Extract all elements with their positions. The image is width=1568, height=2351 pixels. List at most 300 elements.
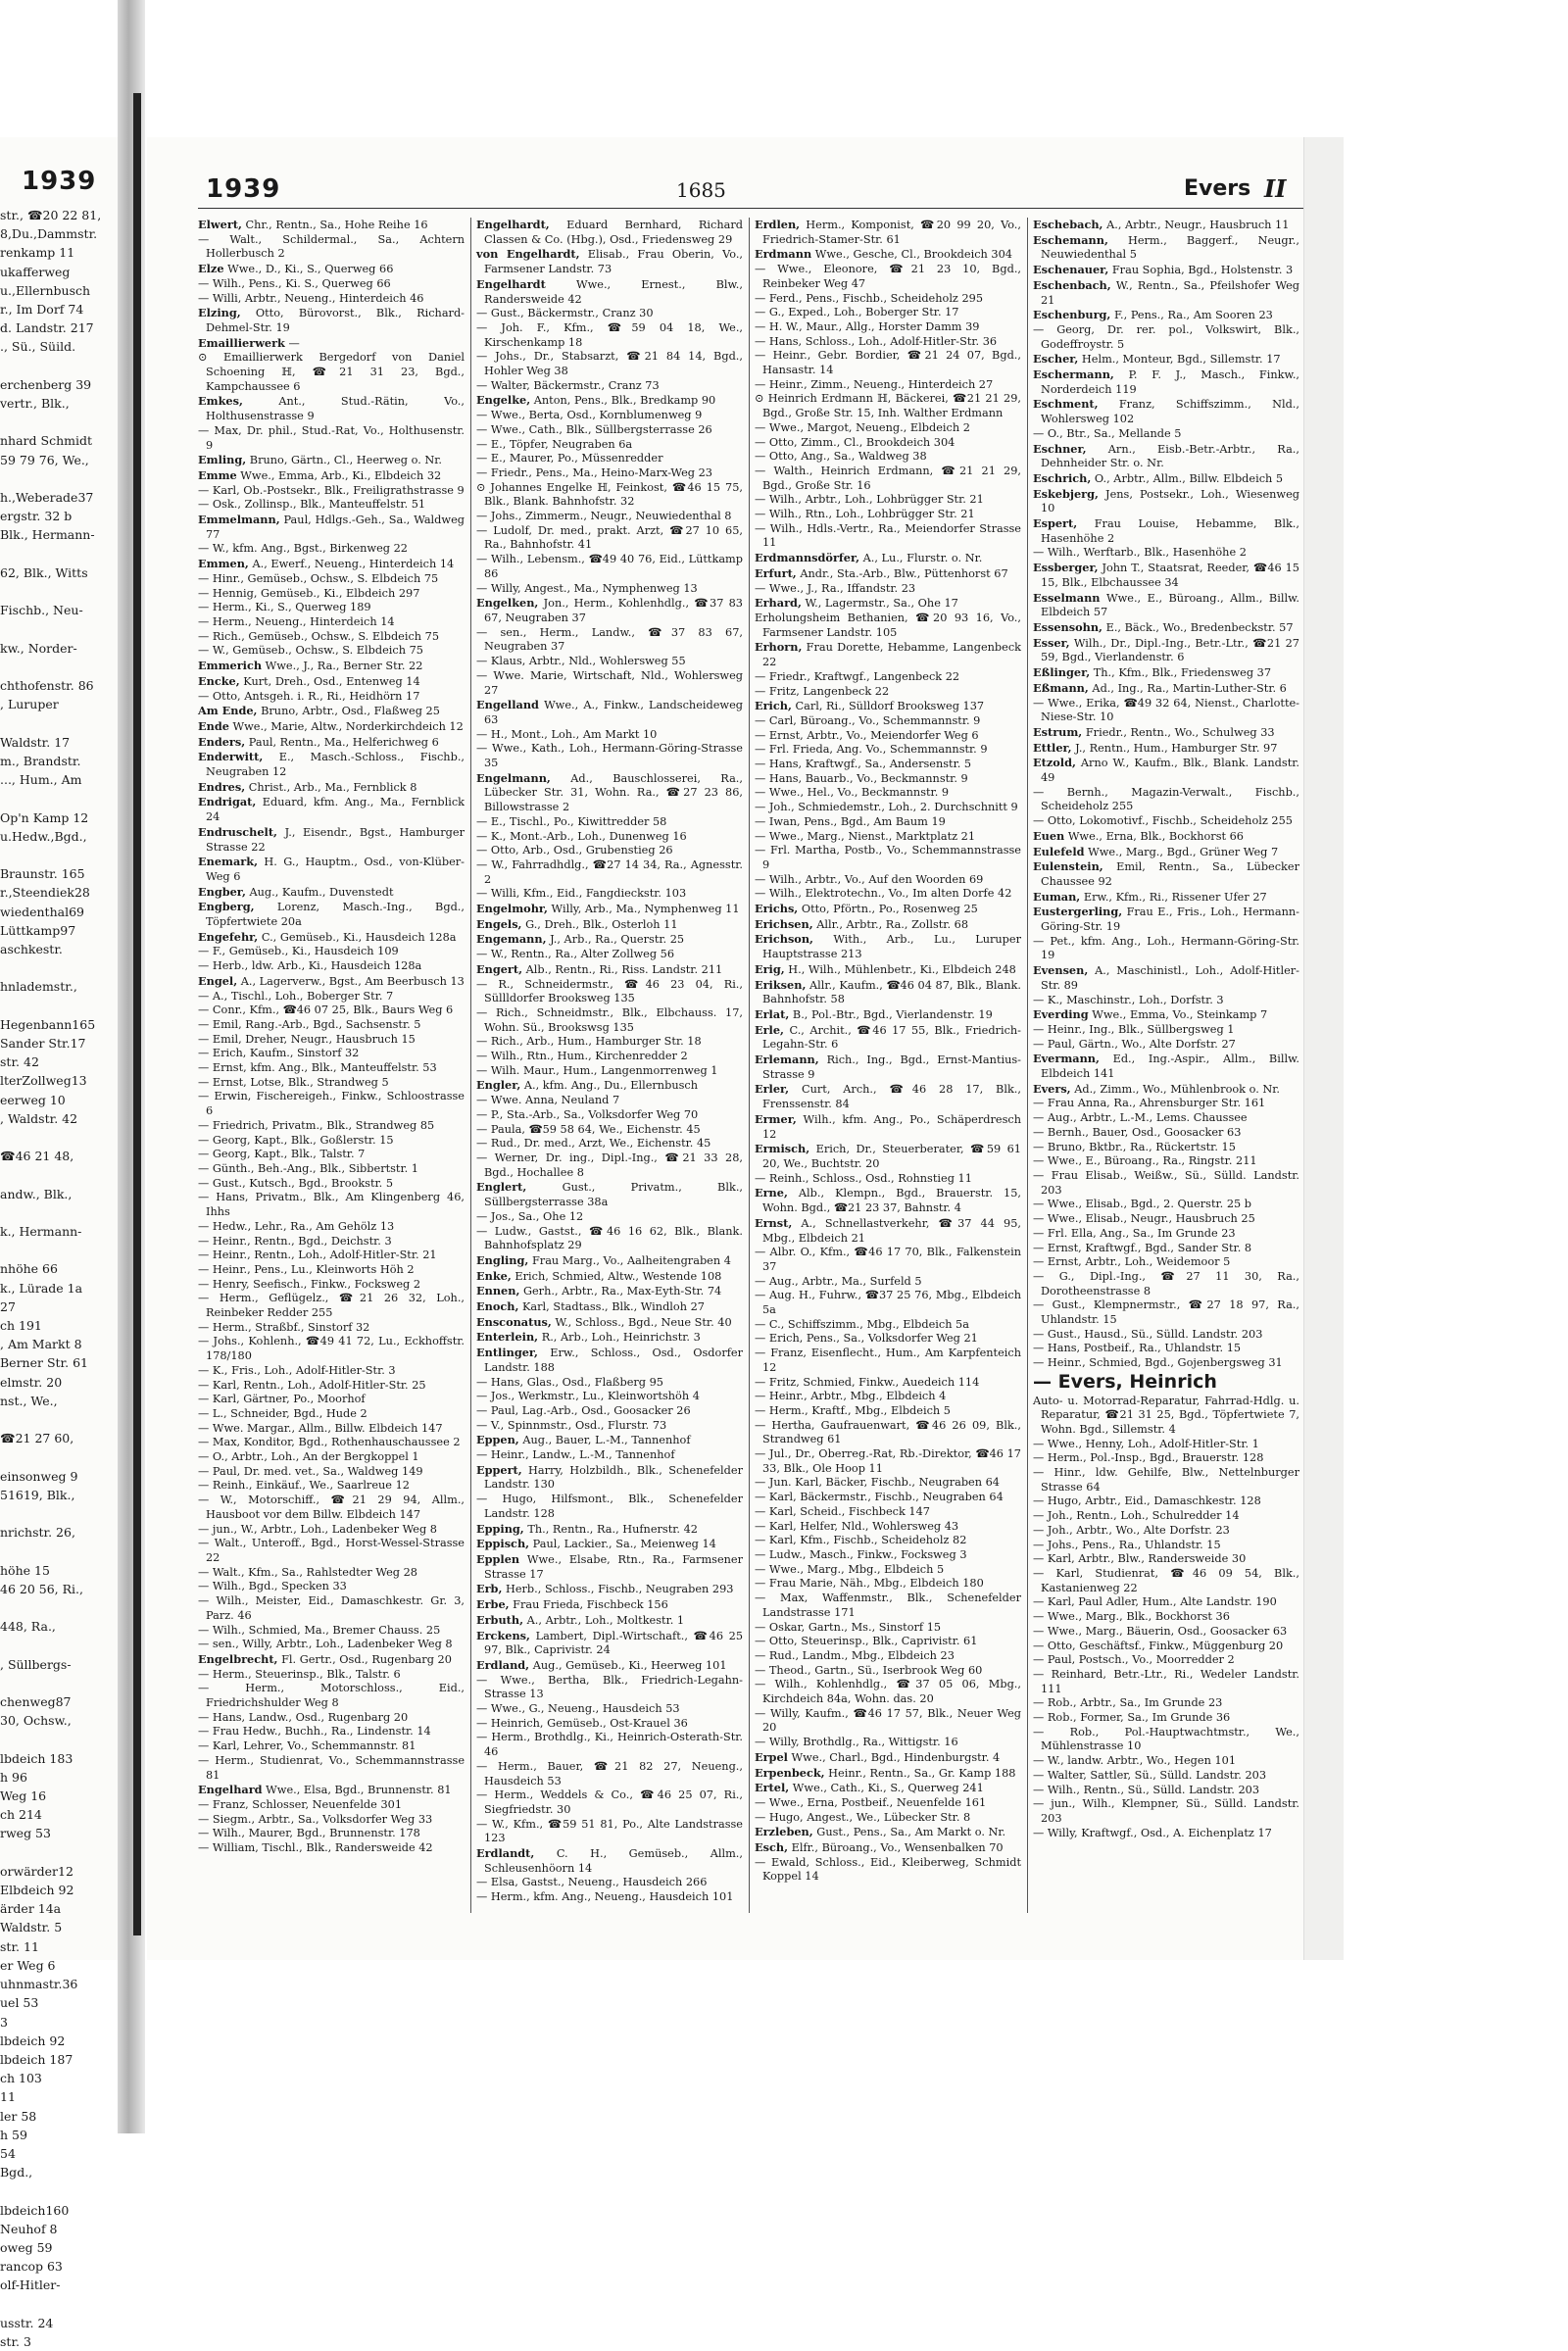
entry-details: A., kfm. Ang., Du., Ellernbusch: [520, 1079, 698, 1093]
directory-entry: [755, 1404, 1021, 1419]
directory-entry: [1033, 1438, 1299, 1452]
entry-surname: Enemark,: [198, 855, 258, 869]
header-rule: [198, 208, 1310, 209]
entry-details: — R., Schneidermstr., ☎46 23 04, Ri., Süllldorfer Brooksweg 135: [476, 977, 743, 1005]
entry-surname: Erfurt,: [755, 565, 797, 580]
directory-entry: [198, 453, 465, 468]
book-gutter: [133, 93, 141, 1935]
left-page-line: 11: [0, 2089, 16, 2105]
entry-details: — Hennig, Gemüseb., Ki., Elbdeich 297: [198, 586, 420, 600]
entry-details: — Herm., Brothdlg., Ki., Heinrich-Osterath-Str. 46: [476, 1731, 743, 1759]
entry-surname: Esselmann: [1033, 590, 1101, 605]
directory-entry: [476, 815, 743, 830]
entry-details: Aug., Kaufm., Duvenstedt: [245, 885, 394, 899]
entry-details: A., Schnellastverkehr, ☎37 44 95, Mbg., Elbdeich 21: [762, 1216, 1021, 1245]
entry-details: — Heinr., Pens., Lu., Kleinworts Höh 2: [198, 1262, 415, 1276]
entry-details: — Oskar, Gartn., Ms., Sinstorf 15: [755, 1620, 942, 1634]
directory-entry: [755, 218, 1021, 247]
directory-entry: [755, 566, 1021, 582]
directory-entry: [755, 1172, 1021, 1187]
directory-entry: [198, 1220, 465, 1235]
entry-details: — Wilh., Rentn., Sü., Sülld. Landstr. 203: [1033, 1783, 1260, 1796]
entry-details: — K., Maschinstr., Loh., Dorfstr. 3: [1033, 993, 1224, 1006]
entry-details: — Herm., Studienrat, Vo., Schemmannstrasse 81: [198, 1753, 465, 1782]
directory-entry: [198, 513, 465, 542]
entry-details: — Wwe., Marg., Mbg., Elbdeich 5: [755, 1562, 945, 1576]
entry-details: — Max, Konditor, Bgd., Rothenhauschaussee 2: [198, 1436, 461, 1449]
entry-details: — Herm., Kraftf., Mbg., Elbdeich 5: [755, 1403, 951, 1417]
entry-details: — Herm., Motorschloss., Eid., Friedrichshulder Weg 8: [198, 1682, 465, 1710]
entry-details: Lorenz, Masch.-Ing., Bgd., Töpfertwiete 20a: [206, 901, 465, 929]
directory-entry: [198, 1566, 465, 1581]
left-page-line: nrichstr. 26,: [0, 1525, 75, 1541]
entry-details: Ad., Zimm., Wo., Mühlenbrook o. Nr.: [1070, 1082, 1281, 1096]
directory-entry: [755, 1376, 1021, 1391]
entry-details: — Hans, Postbeif., Ra., Uhlandstr. 15: [1033, 1342, 1242, 1355]
entry-surname: — Evers, Heinrich: [1033, 1370, 1217, 1393]
left-page-line: k., Lürade 1a: [0, 1280, 83, 1296]
entry-details: — Frl. Martha, Postb., Vo., Schemmannstrasse 9: [755, 844, 1021, 871]
entry-details: — Erwin, Fischereigeh., Finkw., Schloostrasse 6: [198, 1090, 465, 1118]
entry-details: — Wilh., Rtn., Loh., Lohbrügger Str. 21: [755, 508, 975, 521]
directory-entry: [476, 858, 743, 887]
left-page-line: 59 79 76, We.,: [0, 452, 89, 467]
entry-details: — Conr., Kfm., ☎46 07 25, Blk., Baurs Weg 6: [198, 1004, 454, 1017]
directory-entry: [476, 887, 743, 902]
directory-entry: [476, 1629, 743, 1658]
entry-details: — Paula, ☎59 58 64, We., Eichenstr. 45: [476, 1122, 701, 1136]
entry-details: — Wwe. Marie, Wirtschaft, Nld., Wohlersweg 27: [476, 668, 743, 697]
left-page-line: ., Sü., Süild.: [0, 339, 76, 355]
directory-entry: [198, 719, 465, 735]
directory-entry: [1033, 1539, 1299, 1553]
left-page-line: h 59: [0, 2127, 27, 2142]
directory-entry: [755, 714, 1021, 729]
directory-entry: [476, 962, 743, 978]
directory-entry: [198, 1682, 465, 1710]
entry-details: — Georg, Kapt., Blk., Goßlerstr. 15: [198, 1133, 394, 1147]
directory-entry: [198, 484, 465, 499]
directory-entry: [1033, 1610, 1299, 1625]
entry-details: — O., Arbtr., Loh., An der Bergkoppel 1: [198, 1450, 419, 1464]
entry-details: E., Masch.-Schloss., Fischb., Neugraben 12: [206, 751, 465, 779]
entry-details: J., Eisendr., Bgst., Hamburger Strasse 22: [206, 825, 465, 854]
directory-entry: [476, 1890, 743, 1905]
directory-entry: [755, 1811, 1021, 1826]
left-page-line: [0, 619, 127, 638]
directory-entry: [755, 349, 1021, 377]
entry-details: Wwe., Charl., Bgd., Hindenburgstr. 4: [787, 1750, 1001, 1764]
left-page-line: str. 3: [0, 2333, 31, 2349]
entry-details: — Gust., Klempnermstr., ☎27 18 97, Ra., Uhlandstr. 15: [1033, 1298, 1299, 1327]
directory-entry: [1033, 1797, 1299, 1826]
left-page-line: 27: [0, 1298, 16, 1314]
directory-entry: [755, 450, 1021, 465]
entry-details: — V., Spinnmstr., Osd., Flurstr. 73: [476, 1418, 667, 1432]
entry-details: — Rich., Gemüseb., Ochsw., S. Elbdeich 75: [198, 629, 440, 643]
entry-surname: Eschebach,: [1033, 218, 1103, 231]
entry-details: — Fritz, Schmied, Finkw., Auedeich 114: [755, 1375, 980, 1389]
directory-entry: [1033, 263, 1299, 278]
entry-surname: Engelken,: [476, 596, 539, 611]
entry-surname: Engefehr,: [198, 929, 259, 944]
directory-entry: [476, 452, 743, 466]
left-page-line: Op'n Kamp 12: [0, 809, 89, 825]
left-page-line: [0, 1636, 127, 1654]
entry-details: — Jul., Dr., Oberreg.-Rat, Rb.-Direktor, ☎46 17 33, Blk., Ole Hoop 11: [755, 1447, 1021, 1475]
entry-details: — Willi, Kfm., Eid., Fangdieckstr. 103: [476, 887, 687, 901]
left-page-line: nhard Schmidt: [0, 433, 92, 449]
left-page-line: u.,Ellernbusch: [0, 282, 91, 298]
directory-entry: [198, 277, 465, 292]
left-page-line: h.,Weberade37: [0, 490, 94, 506]
entry-surname: Entlinger,: [476, 1346, 538, 1360]
directory-entry: [1033, 1509, 1299, 1524]
directory-entry: [755, 978, 1021, 1007]
directory-entry: [476, 1702, 743, 1717]
entry-surname: Evermann,: [1033, 1052, 1100, 1066]
entry-details: Jon., Herm., Kohlenhdlg., ☎37 83 67, Neugraben 37: [484, 597, 743, 624]
directory-entry: [1033, 546, 1299, 561]
entry-details: — Wilh., Arbtr., Vo., Auf den Woorden 69: [755, 872, 984, 886]
entry-details: Arn., Eisb.-Betr.-Arbtr., Ra., Dehnheider Str. o. Nr.: [1041, 442, 1299, 470]
entry-details: — Albr. O., Kfm., ☎46 17 70, Blk., Falkenstein 37: [755, 1246, 1021, 1273]
directory-entry: [198, 780, 465, 796]
entry-details: Alb., Klempn., Bgd., Brauerstr. 15, Wohn. Bgd., ☎21 23 37, Bahnstr. 4: [762, 1187, 1021, 1215]
entry-details: Ad., Bauschlosserei, Ra., Lübecker Str. 31, Wohn. Ra., ☎27 23 86, Billowstrasse 2: [484, 771, 743, 814]
entry-details: — Paul, Lag.-Arb., Osd., Goosacker 26: [476, 1403, 691, 1417]
entry-details: Lambert, Dipl.-Wirtschaft., ☎46 25 97, Blk., Caprivistr. 24: [484, 1629, 743, 1657]
directory-entry: [198, 644, 465, 659]
entry-surname: Endruschelt,: [198, 824, 277, 839]
left-page-line: u.Hedw.,Bgd.,: [0, 828, 87, 844]
entry-details: — W., Kfm., ☎59 51 81, Po., Alte Landstrasse 123: [476, 1817, 743, 1845]
left-page-line: [0, 2295, 127, 2314]
directory-entry: [755, 306, 1021, 320]
directory-entry: [198, 1393, 465, 1407]
entry-details: — Hans, Glas., Osd., Flaßberg 95: [476, 1375, 663, 1389]
left-page-line: andw., Blk.,: [0, 1186, 73, 1201]
directory-entry: [755, 670, 1021, 685]
entry-surname: Eulefeld: [1033, 844, 1085, 858]
directory-entry: [198, 336, 465, 352]
entry-details: — Otto, Zimm., Cl., Brookdeich 304: [755, 435, 956, 449]
entry-details: ⊙ Heinrich Erdmann ℍ, Bäckerei, ☎21 21 29, Bgd., Große Str. 15, Inh. Walther Erdmann: [755, 392, 1021, 420]
entry-details: — Rob., Arbtr., Sa., Im Grunde 23: [1033, 1696, 1223, 1710]
directory-entry: [1033, 1395, 1299, 1438]
directory-entry: [198, 1652, 465, 1668]
directory-entry: [755, 1053, 1021, 1082]
left-page-line: Braunstr. 165: [0, 866, 85, 882]
entry-details: ⊙ Johannes Engelke ℍ, Feinkost, ☎46 15 75, Blk., Blank. Bahnhofstr. 32: [476, 480, 743, 509]
left-page-line: k., Hermann-: [0, 1223, 82, 1239]
directory-entry: [476, 830, 743, 845]
entry-details: — Wwe. Margar., Allm., Billw. Elbdeich 147: [198, 1421, 443, 1435]
directory-entry: [1033, 397, 1299, 426]
page-number: 1685: [676, 178, 726, 202]
directory-entry: [755, 1796, 1021, 1811]
entry-details: Wwe., Marg., Bgd., Grüner Weg 7: [1084, 845, 1279, 858]
directory-entry: [1033, 233, 1299, 263]
entry-details: — Walt., Kfm., Sa., Rahlstedter Weg 28: [198, 1565, 417, 1579]
directory-entry: [476, 218, 743, 247]
entry-details: — L., Schneider, Bgd., Hude 2: [198, 1406, 368, 1420]
directory-entry: [1033, 1451, 1299, 1466]
entry-surname: Eppen,: [476, 1433, 519, 1447]
directory-entry: [476, 1123, 743, 1138]
entry-surname: Ermisch,: [755, 1142, 810, 1156]
directory-entry: [755, 1023, 1021, 1053]
directory-entry: [755, 508, 1021, 522]
entry-surname: Epping,: [476, 1521, 524, 1536]
left-page-line: ergstr. 32 b: [0, 509, 73, 524]
directory-entry: [476, 1613, 743, 1629]
entry-surname: Essberger,: [1033, 561, 1099, 575]
entry-surname: Engelmohr,: [476, 902, 548, 916]
directory-entry: [476, 1552, 743, 1582]
entry-surname: Erdmannsdörfer,: [755, 551, 860, 565]
directory-entry: [755, 421, 1021, 436]
entry-details: — Rob., Former, Sa., Im Grunde 36: [1033, 1711, 1231, 1725]
directory-entry: [198, 1668, 465, 1683]
entry-details: — Gust., Kutsch., Bgd., Brookstr. 5: [198, 1176, 394, 1190]
directory-entry: [1033, 1154, 1299, 1169]
entry-details: Eduard, kfm. Ang., Ma., Fernblick 24: [206, 796, 465, 824]
entry-details: — Ludw., Gastst., ☎46 16 62, Blk., Blank. Bahnhofsplatz 29: [476, 1224, 743, 1252]
entry-details: Th., Kfm., Blk., Friedensweg 37: [1090, 666, 1272, 680]
directory-entry: [1033, 1007, 1299, 1023]
entry-details: — Wilh., Maurer, Bgd., Brunnenstr. 178: [198, 1827, 420, 1840]
entry-surname: Engelke,: [476, 393, 531, 408]
directory-entry: [476, 1717, 743, 1732]
entry-surname: Enterlein,: [476, 1330, 539, 1345]
entry-details: Friedr., Rentn., Wo., Schulweg 33: [1082, 725, 1275, 739]
entry-details: Aug., Gemüseb., Ki., Heerweg 101: [529, 1658, 727, 1672]
directory-entry: [198, 659, 465, 674]
directory-entry: [198, 218, 465, 233]
entry-details: W., Rentn., Sa., Pfeilshofer Weg 21: [1041, 278, 1299, 307]
entry-surname: Engberg,: [198, 900, 255, 914]
directory-entry: [198, 750, 465, 779]
entry-details: — Gust., Bäckermstr., Cranz 30: [476, 307, 654, 320]
entry-details: — Willy, Angest., Ma., Nymphenweg 13: [476, 581, 698, 595]
entry-details: Gust., Privatm., Blk., Süllbergsterrasse 38a: [484, 1181, 743, 1209]
entry-details: Franz, Schiffszimm., Nld., Wohlersweg 102: [1041, 398, 1299, 426]
entry-details: — C., Schiffszimm., Mbg., Elbdeich 5a: [755, 1317, 969, 1331]
left-page-line: [0, 1203, 127, 1222]
entry-details: Erich, Dr., Steuerberater, ☎59 61 20, We., Buchtstr. 20: [762, 1143, 1021, 1170]
directory-entry: [476, 728, 743, 743]
entry-surname: Erckens,: [476, 1628, 530, 1642]
directory-entry: [476, 698, 743, 727]
directory-entry: [476, 1253, 743, 1269]
directory-entry: [755, 1318, 1021, 1333]
entry-details: — Johs., Zimmerm., Neugr., Neuwiedenthal 8: [476, 510, 732, 523]
entry-details: — Joh., Rentn., Loh., Schulredder 14: [1033, 1509, 1240, 1523]
left-page-line: [0, 2181, 127, 2200]
directory-entry: [198, 1407, 465, 1422]
directory-entry: [755, 962, 1021, 978]
directory-entry: [755, 551, 1021, 566]
entry-surname: Erdmann: [755, 247, 812, 262]
directory-entry: [476, 1846, 743, 1876]
entry-details: Elfr., Büroang., Vo., Wensenbalken 70: [788, 1841, 1004, 1855]
entry-details: J., Rentn., Hum., Hamburger Str. 97: [1071, 741, 1278, 755]
entry-details: Wwe., Elsa, Bgd., Brunnenstr. 81: [262, 1784, 452, 1797]
directory-entry: [1033, 561, 1299, 590]
entry-details: — Heinr., Schmied, Bgd., Gojenbergsweg 31: [1033, 1356, 1283, 1370]
left-page-line: usstr. 24: [0, 2315, 54, 2330]
entry-details: Frau Dorette, Hebamme, Langenbeck 22: [762, 641, 1021, 669]
entry-details: — Hinr., Gemüseb., Ochsw., S. Elbdeich 75: [198, 571, 439, 585]
entry-details: Wilh., Dr., Dipl.-Ing., Betr.-Ltr., ☎21 27 59, Bgd., Vierlandenstr. 6: [1041, 636, 1299, 664]
directory-entry: [198, 1364, 465, 1379]
directory-entry: [755, 1649, 1021, 1664]
left-page-line: oweg 59: [0, 2239, 53, 2255]
directory-entry: [476, 409, 743, 423]
directory-entry: [476, 1493, 743, 1521]
entry-details: Kurt, Dreh., Osd., Entenweg 14: [239, 674, 420, 688]
entry-details: Ant., Stud.-Rätin, Vo., Holthusenstrasse 9: [206, 395, 465, 423]
directory-entry: [476, 1582, 743, 1597]
entry-surname: Euen: [1033, 828, 1065, 843]
directory-entry: [476, 655, 743, 669]
directory-entry: [755, 743, 1021, 758]
left-page-line: uhnmastr.36: [0, 1977, 78, 1992]
directory-entry: [476, 1522, 743, 1538]
directory-entry: [476, 481, 743, 510]
entry-details: — Klaus, Arbtr., Nld., Wohlersweg 55: [476, 655, 686, 668]
directory-entry: [198, 1047, 465, 1061]
left-page-line: orwärder12: [0, 1863, 74, 1879]
directory-entry: [1033, 1169, 1299, 1198]
directory-entry: [476, 1818, 743, 1846]
left-page-line: [0, 1410, 127, 1429]
directory-entry: [476, 948, 743, 962]
entry-details: Wwe., Cath., Ki., S., Querweg 241: [789, 1782, 984, 1795]
left-page-line: [0, 413, 127, 431]
entry-details: — H. W., Maur., Allg., Horster Damm 39: [755, 319, 980, 333]
entry-details: — Otto, Antsgeh. i. R., Ri., Heidhörn 17: [198, 689, 420, 703]
entry-details: — Bernh., Magazin-Verwalt., Fischb., Scheideholz 255: [1033, 785, 1299, 813]
page-edge: [1303, 137, 1344, 1960]
entry-column-4: [1033, 218, 1299, 1913]
directory-entry: [198, 262, 465, 277]
directory-entry: [476, 1404, 743, 1419]
left-page-line: Blk., Hermann-: [0, 527, 95, 543]
directory-entry: [198, 468, 465, 484]
entry-details: Willy, Arb., Ma., Nymphenweg 11: [547, 903, 740, 916]
directory-entry: [1033, 1198, 1299, 1212]
entry-details: B., Pol.-Btr., Bgd., Vierlandenstr. 19: [789, 1007, 993, 1021]
directory-entry: [1033, 516, 1299, 546]
entry-details: — Aug., Arbtr., Ma., Surfeld 5: [755, 1274, 922, 1288]
directory-entry: [476, 423, 743, 438]
directory-entry: [1033, 1126, 1299, 1141]
entry-details: — Pet., kfm. Ang., Loh., Hermann-Göring-Str. 19: [1033, 934, 1299, 962]
entry-details: — Willi, Arbtr., Neueng., Hinterdeich 46: [198, 291, 424, 305]
entry-details: Allr., Kaufm., ☎46 04 87, Blk., Blank. Bahnhofstr. 58: [762, 978, 1021, 1006]
entry-details: Frau Marg., Vo., Aalheitengraben 4: [528, 1253, 731, 1267]
directory-entry: [755, 1707, 1021, 1736]
entry-surname: Ensconatus,: [476, 1314, 552, 1329]
entry-details: — Ewald, Schloss., Eid., Kleiberweg, Schmidt Koppel 14: [755, 1855, 1021, 1884]
directory-entry: [1033, 308, 1299, 323]
entry-details: C. H., Gemüseb., Allm., Schleusenhöorn 14: [484, 1847, 743, 1875]
directory-entry: [476, 350, 743, 378]
left-page-line: Lüttkamp97: [0, 922, 76, 938]
entry-details: — Frau Anna, Ra., Ahrensburger Str. 161: [1033, 1097, 1266, 1110]
entry-details: A., Maschinistl., Loh., Adolf-Hitler-Str. 89: [1041, 964, 1299, 992]
entry-details: — Max, Dr. phil., Stud.-Rat, Vo., Holthusenstr. 9: [198, 423, 465, 452]
directory-entry: [476, 1006, 743, 1035]
entry-details: — Frau Elisab., Weißw., Sü., Sülld. Landstr. 203: [1033, 1169, 1299, 1197]
entry-details: — Hugo, Angest., We., Lübecker Str. 8: [755, 1810, 971, 1824]
entry-surname: Enderwitt,: [198, 750, 264, 764]
entry-details: — W., Rentn., Ra., Alter Zollweg 56: [476, 948, 675, 961]
left-page-line: 448, Ra.,: [0, 1619, 56, 1635]
entry-surname: Erdlandt,: [476, 1846, 535, 1861]
entry-details: — Wwe., E., Büroang., Ra., Ringstr. 211: [1033, 1154, 1257, 1168]
entry-details: — Ernst, kfm. Ang., Blk., Manteuffelstr. 53: [198, 1061, 437, 1075]
directory-entry: [198, 306, 465, 335]
entry-surname: Eßlinger,: [1033, 665, 1091, 680]
directory-entry: [755, 1678, 1021, 1706]
directory-entry: [476, 1537, 743, 1552]
left-page-line: Sander Str.17: [0, 1035, 86, 1051]
left-page-line: [0, 1598, 127, 1617]
directory-entry: [755, 1347, 1021, 1375]
directory-entry: [755, 465, 1021, 493]
entry-details: — Hugo, Hilfsmont., Blk., Schenefelder Landstr. 128: [476, 1493, 743, 1520]
entry-details: C., Gemüseb., Ki., Hausdeich 128a: [258, 930, 457, 944]
entry-surname: Elze: [198, 262, 224, 276]
entry-details: Alb., Rentn., Ri., Riss. Landstr. 211: [522, 962, 723, 976]
directory-entry: [198, 974, 465, 990]
entry-surname: Erichs,: [755, 902, 799, 916]
entry-surname: Ermer,: [755, 1111, 797, 1126]
directory-entry: [198, 1436, 465, 1450]
entry-surname: Erpel: [755, 1749, 788, 1764]
left-page-line: [0, 997, 127, 1015]
directory-entry: [198, 1739, 465, 1754]
directory-entry: [755, 1332, 1021, 1347]
entry-details: — Karl, Helfer, Nld., Wohlersweg 43: [755, 1519, 959, 1533]
entry-details: — Wwe., Margot, Neueng., Elbdeich 2: [755, 420, 970, 434]
entry-details: O., Arbtr., Allm., Billw. Elbdeich 5: [1091, 471, 1284, 485]
left-page-line: str., ☎20 22 81,: [0, 208, 102, 222]
left-page-line: [0, 1241, 127, 1259]
entry-details: — Wilh. Maur., Hum., Langenmorrenweg 1: [476, 1063, 718, 1077]
left-page-line: 54: [0, 2145, 16, 2161]
directory-entry: [476, 1151, 743, 1180]
entry-surname: Euman,: [1033, 889, 1081, 904]
entry-details: — Wilh., Bgd., Specken 33: [198, 1580, 347, 1593]
entry-surname: Ende: [198, 718, 229, 733]
left-page-line: uel 53: [0, 1995, 39, 2011]
entry-details: — Wilh., Elektrotechn., Vo., Im alten Dorfe 42: [755, 887, 1012, 901]
directory-entry: [198, 930, 465, 946]
entry-surname: Enders,: [198, 734, 246, 749]
directory-entry: [476, 1376, 743, 1391]
directory-entry: [198, 1249, 465, 1263]
left-page-line: Berner Str. 61: [0, 1355, 88, 1371]
entry-details: — F., Gemüseb., Ki., Hausdeich 109: [198, 945, 399, 958]
directory-entry: [198, 674, 465, 690]
left-page-line: ler 58: [0, 2108, 37, 2124]
entry-details: — G., Dipl.-Ing., ☎27 11 30, Ra., Dorotheenstrasse 8: [1033, 1269, 1299, 1298]
entry-details: Herm., Komponist, ☎20 99 20, Vo., Friedrich-Stamer-Str. 61: [762, 219, 1021, 246]
